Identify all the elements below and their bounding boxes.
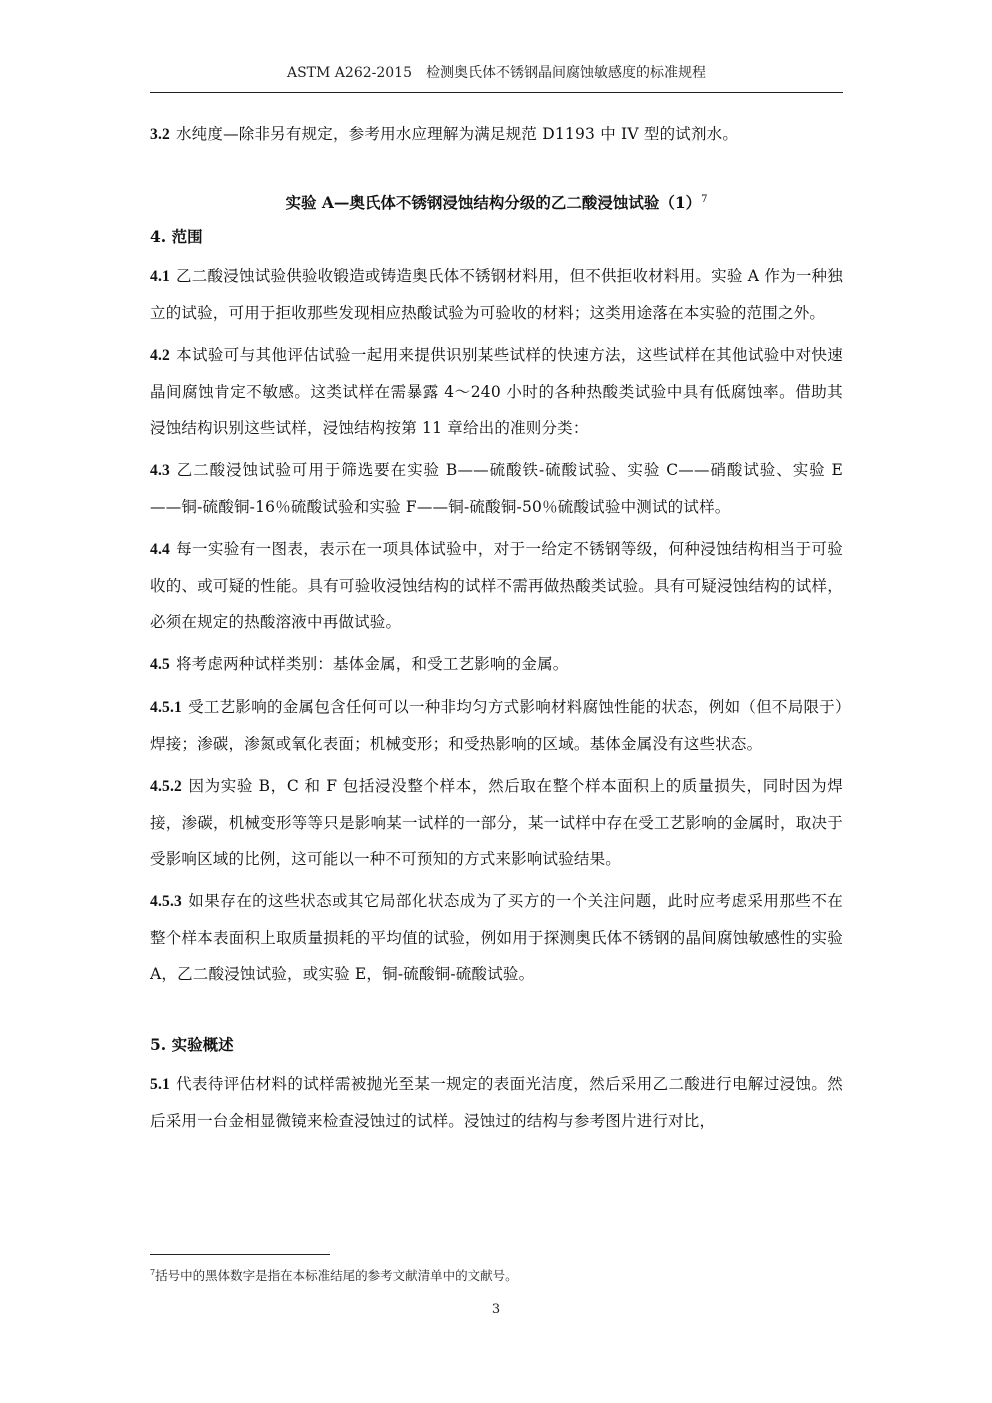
paragraph-4-5-1 bbox=[150, 689, 843, 762]
footnote-divider bbox=[150, 1254, 330, 1255]
footnote bbox=[150, 1264, 518, 1285]
clause-number: 4.2 bbox=[150, 347, 170, 365]
section-4-heading: 4. 范围 bbox=[150, 227, 203, 247]
title-text: 实验 A—奥氏体不锈钢浸蚀结构分级的乙二酸浸蚀试验（1） bbox=[285, 193, 702, 213]
clause-text: 乙二酸浸蚀试验供验收锻造或铸造奥氏体不锈钢材料用，但不供拒收材料用。实验 A 作为一种独立的试验，可用于拒收那些发现相应热酸试验为可验收的材料；这类用途落在本实验的范围之外。 bbox=[150, 267, 843, 323]
clause-number: 4.1 bbox=[150, 268, 170, 286]
clause-number: 4.4 bbox=[150, 541, 170, 559]
clause-text: 水纯度—除非另有规定，参考用水应理解为满足规范 D1193 中 IV 型的试剂水。 bbox=[175, 125, 739, 143]
running-header: ASTM A262-2015 检测奥氏体不锈钢晶间腐蚀敏感度的标准规程 bbox=[150, 62, 843, 93]
clause-number: 4.5 bbox=[150, 656, 170, 674]
paragraph-5-1 bbox=[150, 1066, 843, 1139]
clause-number: 4.5.2 bbox=[150, 778, 182, 796]
clause-number: 4.5.1 bbox=[150, 699, 182, 717]
clause-text: 受工艺影响的金属包含任何可以一种非均匀方式影响材料腐蚀性能的状态，例如（但不局限于）焊接；渗碳，渗氮或氧化表面；机械变形；和受热影响的区域。基体金属没有这些状态。 bbox=[150, 698, 843, 754]
clause-text: 乙二酸浸蚀试验可用于筛选要在实验 B——硫酸铁-硫酸试验、实验 C——硝酸试验、实验 E——铜-硫酸铜-16％硫酸试验和实验 F——铜-硫酸铜-50％硫酸试验中测试的试样。 bbox=[150, 461, 843, 517]
paragraph-4-3 bbox=[150, 452, 843, 525]
clause-text: 因为实验 B，C 和 F 包括浸没整个样本，然后取在整个样本面积上的质量损失，同时因为焊接，渗碳，机械变形等等只是影响某一试样的一部分，某一试样中存在受工艺影响的金属时，取决于受影响区域的比例，这可能以一种不可预知的方式来影响试验结果。 bbox=[150, 777, 843, 869]
paragraph-4-5-3 bbox=[150, 883, 843, 992]
paragraph-4-5-2 bbox=[150, 768, 843, 877]
page-number: 3 bbox=[491, 1302, 501, 1317]
clause-text: 将考虑两种试样类别：基体金属，和受工艺影响的金属。 bbox=[175, 655, 569, 674]
footnote-marker: 7 bbox=[150, 1268, 156, 1277]
paragraph-3-2 bbox=[150, 116, 843, 153]
paragraph-4-4 bbox=[150, 531, 843, 640]
paragraph-4-1 bbox=[150, 258, 843, 331]
clause-text: 每一实验有一图表，表示在一项具体试验中，对于一给定不锈钢等级，何种浸蚀结构相当于可验收的、或可疑的性能。具有可验收浸蚀结构的试样不需再做热酸类试验。具有可疑浸蚀结构的试样，必须在规定的热酸溶液中再做试验。 bbox=[150, 540, 843, 632]
document-body bbox=[150, 116, 843, 1145]
section-5-heading: 5. 实验概述 bbox=[150, 1035, 234, 1055]
test-a-title bbox=[150, 185, 843, 218]
clause-text: 如果存在的这些状态或其它局部化状态成为了买方的一个关注问题，此时应考虑采用那些不在整个样本表面积上取质量损耗的平均值的试验，例如用于探测奥氏体不锈钢的晶间腐蚀敏感性的实验 A，乙二酸浸蚀试验，或实验 E，铜-硫酸铜-硫酸试验。 bbox=[150, 892, 843, 984]
clause-text: 代表待评估材料的试样需被抛光至某一规定的表面光洁度，然后采用乙二酸进行电解过浸蚀。然后采用一台金相显微镜来检查浸蚀过的试样。浸蚀过的结构与参考图片进行对比， bbox=[150, 1075, 843, 1131]
paragraph-4-2 bbox=[150, 337, 843, 446]
clause-text: 本试验可与其他评估试验一起用来提供识别某些试样的快速方法，这些试样在其他试验中对快速晶间腐蚀肯定不敏感。这类试样在需暴露 4～240 小时的各种热酸类试验中具有低腐蚀率。借助其浸蚀结构识别这些试样，浸蚀结构按第 11 章给出的准则分类： bbox=[150, 346, 843, 438]
clause-number: 3.2 bbox=[150, 126, 170, 143]
footnote-text: 括号中的黑体数字是指在本标准结尾的参考文献清单中的文献号。 bbox=[155, 1268, 518, 1284]
clause-number: 4.5.3 bbox=[150, 893, 182, 911]
clause-number: 5.1 bbox=[150, 1076, 170, 1094]
paragraph-4-5 bbox=[150, 646, 843, 683]
footnote-ref: 7 bbox=[701, 194, 708, 205]
clause-number: 4.3 bbox=[150, 462, 170, 480]
